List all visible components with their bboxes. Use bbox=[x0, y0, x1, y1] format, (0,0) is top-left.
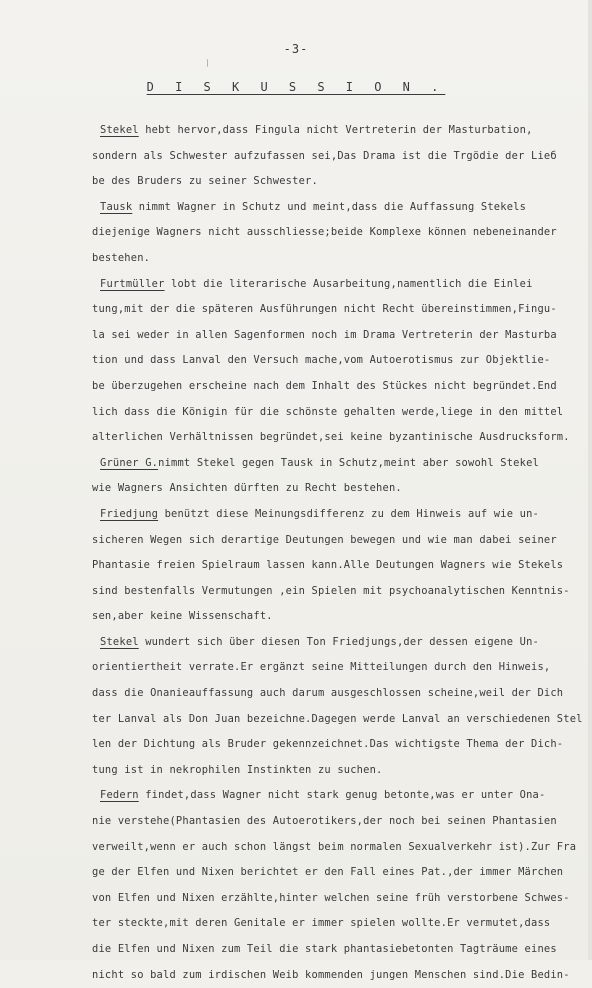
line-text: sondern als Schwester aufzufassen sei,Das Drama ist die Trgödie der Lieб bbox=[92, 149, 557, 162]
text-line bbox=[92, 579, 584, 605]
pencil-mark: ⁄ bbox=[202, 57, 214, 70]
text-line bbox=[92, 246, 584, 272]
text-line bbox=[92, 169, 584, 195]
line-text: benützt diese Meinungsdifferenz zu dem Hinweis auf wie un- bbox=[158, 507, 539, 520]
text-line bbox=[92, 809, 584, 835]
line-text: nimmt Wagner in Schutz und meint,dass die Auffassung Stekels bbox=[132, 200, 527, 213]
speaker-name: Tausk bbox=[100, 200, 133, 213]
line-text: alterlichen Verhältnissen begründet,sei keine byzantinische Ausdrucksform. bbox=[92, 431, 570, 444]
speaker-name: Stekel bbox=[100, 124, 139, 136]
line-text: wundert sich über diesen Ton Friedjungs,der dessen eigene Un- bbox=[138, 635, 539, 648]
speaker-name: Grüner G. bbox=[100, 456, 159, 469]
line-text: die Elfen und Nixen zum Teil die stark phantasiebetonten Tagträume eines bbox=[92, 943, 557, 955]
line-text: be des Bruders zu seiner Schwester. bbox=[92, 175, 318, 188]
text-line bbox=[92, 937, 584, 963]
document-heading: D I S K U S S I O N . bbox=[146, 80, 446, 94]
line-text: lobt die literarische Ausarbeitung,namentlich die Einlei bbox=[164, 277, 533, 290]
line-text: len der Dichtung als Bruder gekennzeichnet.Das wichtigste Thema der Dich- bbox=[92, 738, 564, 751]
line-text: tung ist in nekrophilen Instinkten zu suchen. bbox=[92, 763, 383, 776]
line-text: Phantasie freien Spielraum lassen kann.Alle Deutungen Wagners wie Stekels bbox=[92, 559, 564, 572]
line-text: tung,mit der die späteren Ausführungen nicht Recht übereinstimmen,Fingu- bbox=[92, 303, 557, 316]
text-line bbox=[92, 220, 584, 246]
line-text: hebt hervor,dass Fingula nicht Vertreterin der Masturbation, bbox=[138, 124, 533, 136]
text-line bbox=[92, 502, 584, 528]
line-text: nimmt Stekel gegen Tausk in Schutz,meint aber sowohl Stekel bbox=[158, 456, 539, 469]
line-text: sen,aber keine Wissenschaft. bbox=[92, 610, 273, 623]
text-line bbox=[92, 476, 584, 502]
text-line bbox=[92, 272, 584, 298]
line-text: von Elfen und Nixen erzählte,hinter welchen seine früh verstorbene Schwes- bbox=[92, 891, 570, 904]
speaker-name: Federn bbox=[100, 789, 139, 802]
text-line bbox=[92, 758, 584, 784]
text-line bbox=[92, 451, 584, 477]
line-text: nie verstehe(Phantasien des Autoerotikers,der noch bei seinen Phantasien bbox=[92, 815, 557, 828]
text-line bbox=[92, 732, 584, 758]
text-line bbox=[92, 553, 584, 579]
line-text: diejenige Wagners nicht ausschliesse;beide Komplexe können nebeneinander bbox=[92, 226, 557, 239]
line-text: ter steckte,mit deren Genitale er immer spielen wollte.Er vermutet,dass bbox=[92, 917, 551, 930]
line-text: findet,dass Wagner nicht stark genug betonte,was er unter Ona- bbox=[138, 789, 546, 802]
text-line bbox=[92, 528, 584, 554]
line-text: sind bestenfalls Vermutungen ,ein Spielen mit psychoanalytischen Kenntnis- bbox=[92, 584, 570, 597]
line-text: nicht so bald zum irdischen Weib kommenden jungen Menschen sind.Die Bedin- bbox=[92, 968, 570, 981]
text-line bbox=[92, 963, 584, 988]
speaker-name: Stekel bbox=[100, 635, 139, 648]
line-text: ter Lanval als Don Juan bezeichne.Dagegen werde Lanval an verschiedenen Stel bbox=[92, 712, 583, 725]
line-text: verweilt,wenn er auch schon längst beim normalen Sexualverkehr ist).Zur Fra bbox=[92, 840, 577, 853]
line-text: ge der Elfen und Nixen berichtet er den Fall eines Pat.,der immer Märchen bbox=[92, 866, 564, 879]
text-line bbox=[92, 783, 584, 809]
speaker-name: Furtmüller bbox=[100, 277, 165, 290]
page-number: -3- bbox=[283, 42, 309, 56]
text-line bbox=[92, 400, 584, 426]
text-line bbox=[92, 707, 584, 733]
text-line bbox=[92, 297, 584, 323]
speaker-name: Friedjung bbox=[100, 507, 159, 520]
text-line bbox=[92, 195, 584, 221]
text-line bbox=[92, 144, 584, 170]
line-text: dass die Onanieauffassung auch darum ausgeschlossen scheine,weil der Dich bbox=[92, 687, 564, 700]
text-line bbox=[92, 911, 584, 937]
text-line bbox=[92, 860, 584, 886]
text-line bbox=[92, 374, 584, 400]
text-line bbox=[92, 425, 584, 451]
text-line bbox=[92, 655, 584, 681]
text-line bbox=[92, 323, 584, 349]
line-text: la sei weder in allen Sagenformen noch im Drama Vertreterin der Masturba bbox=[92, 328, 557, 341]
paper-edge bbox=[588, 0, 592, 960]
text-line bbox=[92, 630, 584, 656]
line-text: be überzugehen erscheine nach dem Inhalt des Stückes nicht begründet.End bbox=[92, 379, 557, 392]
text-line bbox=[92, 681, 584, 707]
line-text: orientiertheit verrate.Er ergänzt seine Mitteilungen durch den Hinweis, bbox=[92, 661, 551, 674]
line-text: bestehen. bbox=[92, 251, 151, 264]
text-line bbox=[92, 604, 584, 630]
text-line bbox=[92, 348, 584, 374]
line-text: sicheren Wegen sich derartige Deutungen bewegen und wie man dabei seiner bbox=[92, 533, 557, 546]
text-line bbox=[92, 835, 584, 861]
line-text: wie Wagners Ansichten dürften zu Recht bestehen. bbox=[92, 482, 402, 495]
text-line bbox=[92, 886, 584, 912]
line-text: tion und dass Lanval den Versuch mache,vom Autoerotismus zur Objektlie- bbox=[92, 354, 551, 367]
document-body bbox=[92, 118, 584, 988]
text-line bbox=[92, 118, 584, 144]
line-text: lich dass die Königin für die schönste gehalten werde,liege in den mittel bbox=[92, 405, 564, 418]
